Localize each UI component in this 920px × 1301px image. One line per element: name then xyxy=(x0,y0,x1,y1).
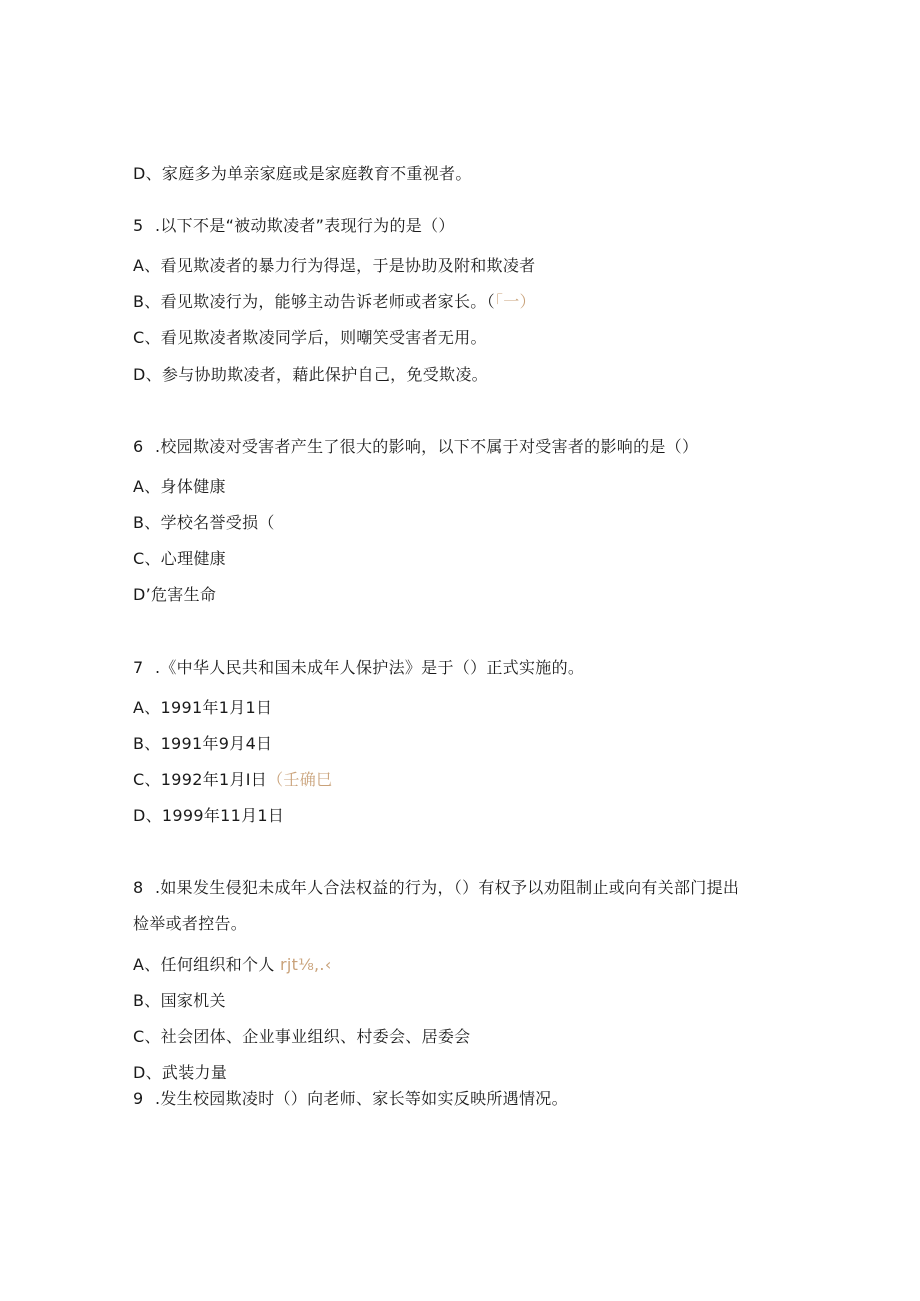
q4-option-d: D、家庭多为单亲家庭或是家庭教育不重视者。 xyxy=(133,164,472,183)
q9-stem: 9 .发生校园欺凌时（）向老师、家长等如实反映所遇情况。 xyxy=(133,1089,568,1108)
q7-stem: 7 .《中华人民共和国未成年人保护法》是于（）正式实施的。 xyxy=(133,658,585,677)
q5-option-c: C、看见欺凌者欺凌同学后，则嘲笑受害者无用。 xyxy=(133,328,487,347)
question-number: 7 xyxy=(133,658,144,677)
q7-option-c: C、1992年1月I日（壬确巳 xyxy=(133,770,333,789)
handwritten-annotation: rjt⅛,.‹ xyxy=(280,955,332,974)
q6-option-b: B、学校名誉受损（ xyxy=(133,513,275,532)
q6-option-c: C、心理健康 xyxy=(133,549,226,568)
q8-stem-continued: 检举或者控告。 xyxy=(133,914,248,933)
question-number: 6 xyxy=(133,437,144,456)
question-number: 8 xyxy=(133,878,144,897)
q7-option-d: D、1999年11月1日 xyxy=(133,806,285,825)
q8-option-c: C、社会团体、企业事业组织、村委会、居委会 xyxy=(133,1027,471,1046)
q5-option-d: D、参与协助欺凌者，藉此保护自己，免受欺凌。 xyxy=(133,365,488,384)
q7-option-b: B、1991年9月4日 xyxy=(133,734,273,753)
question-number: 9 xyxy=(133,1089,144,1108)
q6-option-d: D’危害生命 xyxy=(133,585,217,604)
q8-stem: 8 .如果发生侵犯未成年人合法权益的行为，（）有权予以劝阻制止或向有关部门提出 xyxy=(133,878,740,897)
q6-stem: 6 .校园欺凌对受害者产生了很大的影响，以下不属于对受害者的影响的是（） xyxy=(133,437,699,456)
q8-option-a: A、任何组织和个人 rjt⅛,.‹ xyxy=(133,955,332,974)
q5-stem: 5 .以下不是“被动欺凌者”表现行为的是（） xyxy=(133,216,455,235)
handwritten-annotation: （壬确巳 xyxy=(267,770,333,789)
q5-option-a: A、看见欺凌者的暴力行为得逞，于是协助及附和欺凌者 xyxy=(133,256,536,275)
q8-option-b: B、国家机关 xyxy=(133,991,226,1010)
q6-option-a: A、身体健康 xyxy=(133,477,226,496)
q5-option-b: B、看见欺凌行为，能够主动告诉老师或者家长。（「一） xyxy=(133,292,536,311)
q7-option-a: A、1991年1月1日 xyxy=(133,698,273,717)
question-number: 5 xyxy=(133,216,144,235)
handwritten-annotation: 「一） xyxy=(494,292,536,311)
q8-option-d: D、武装力量 xyxy=(133,1063,228,1082)
